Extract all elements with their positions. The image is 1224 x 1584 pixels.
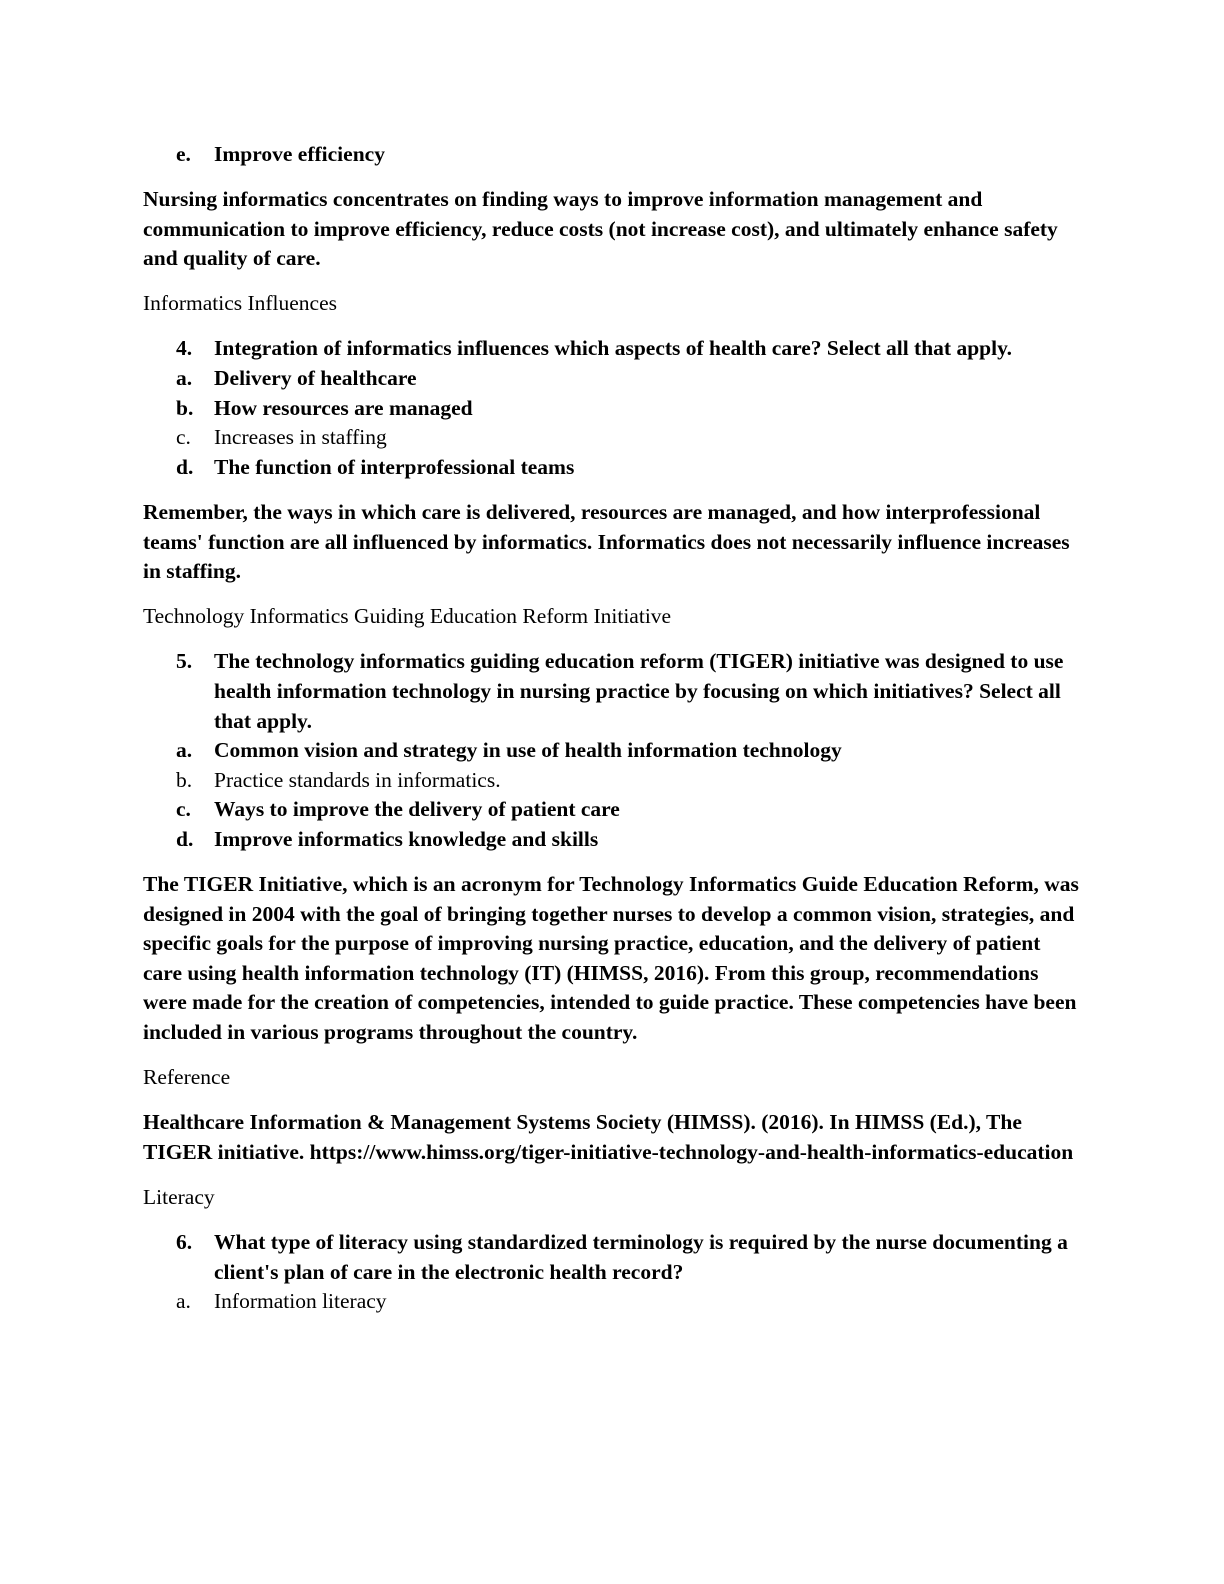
explanation-paragraph-1: Nursing informatics concentrates on finding ways to improve information management and communication to improve efficiency, reduce costs (not increase cost), and ultimately enhance safety and quality of care. — [143, 187, 1058, 271]
section-heading-tiger: Technology Informatics Guiding Education Reform Initiative — [143, 604, 672, 629]
option-marker: b. — [176, 395, 194, 420]
list-marker: e. — [176, 142, 191, 166]
question-text: What type of literacy using standardized terminology is required by the nurse documenting a client's plan of care in the electronic health record? — [214, 1229, 1068, 1284]
answer-option — [143, 453, 1083, 483]
section-heading-influences: Informatics Influences — [143, 291, 338, 316]
section-heading-literacy: Literacy — [143, 1184, 215, 1209]
option-marker: d. — [176, 454, 194, 479]
option-text: Information literacy — [214, 1289, 387, 1314]
section-heading-reference: Reference — [143, 1065, 231, 1090]
option-text: Improve informatics knowledge and skills — [214, 826, 599, 851]
option-marker: a. — [176, 366, 193, 391]
explanation-paragraph-2: Remember, the ways in which care is delivered, resources are managed, and how interprofessional teams' function are all influenced by informatics. Informatics does not necessarily influence increases in staffing. — [143, 499, 1070, 584]
answer-option — [143, 364, 1083, 394]
question-text: The technology informatics guiding education reform (TIGER) initiative was designed to use health information technology in nursing practice by focusing on which initiatives? Select all that apply. — [214, 649, 1064, 733]
question-6 — [143, 1228, 1083, 1287]
option-marker: c. — [176, 425, 191, 450]
answer-option — [143, 423, 1083, 453]
option-marker: d. — [176, 826, 194, 851]
question-number: 5. — [176, 649, 193, 674]
question-number: 4. — [176, 336, 193, 361]
reference-citation: Healthcare Information & Management Systems Society (HIMSS). (2016). In HIMSS (Ed.), The TIGER initiative. https://www.himss.org/tiger-initiative-technology-and-health-informatics-education — [143, 1110, 1074, 1164]
option-marker: a. — [176, 738, 193, 763]
option-text: Practice standards in informatics. — [214, 767, 501, 792]
option-marker: b. — [176, 767, 193, 792]
explanation-paragraph-3: The TIGER Initiative, which is an acronym for Technology Informatics Guide Education Reform, was designed in 2004 with the goal of bringing together nurses to develop a common vision, strategies, and specific goals for the purpose of improving nursing practice, education, and the delivery of patient care using health information technology (IT) (HIMSS, 2016). From this group, recommendations were made for the creation of competencies, intended to guide practice. These competencies have been included in various programs throughout the country. — [143, 871, 1079, 1044]
option-text: Ways to improve the delivery of patient care — [214, 797, 620, 822]
list-item-e — [143, 140, 1083, 170]
question-number: 6. — [176, 1229, 193, 1254]
option-text: Common vision and strategy in use of health information technology — [214, 738, 842, 763]
option-text: Increases in staffing — [214, 425, 387, 450]
answer-option — [143, 1287, 1083, 1317]
list-item-text: Improve efficiency — [214, 142, 385, 166]
question-text: Integration of informatics influences which aspects of health care? Select all that apply. — [214, 336, 1013, 361]
answer-option — [143, 795, 1083, 825]
option-text: Delivery of healthcare — [214, 366, 417, 391]
document-page — [143, 140, 1083, 1317]
answer-option — [143, 825, 1083, 855]
answer-option — [143, 736, 1083, 766]
answer-option — [143, 766, 1083, 796]
option-text: The function of interprofessional teams — [214, 454, 575, 479]
answer-option — [143, 394, 1083, 424]
question-4 — [143, 334, 1083, 364]
question-5 — [143, 647, 1083, 736]
option-text: How resources are managed — [214, 395, 473, 420]
option-marker: c. — [176, 797, 191, 822]
option-marker: a. — [176, 1289, 191, 1314]
